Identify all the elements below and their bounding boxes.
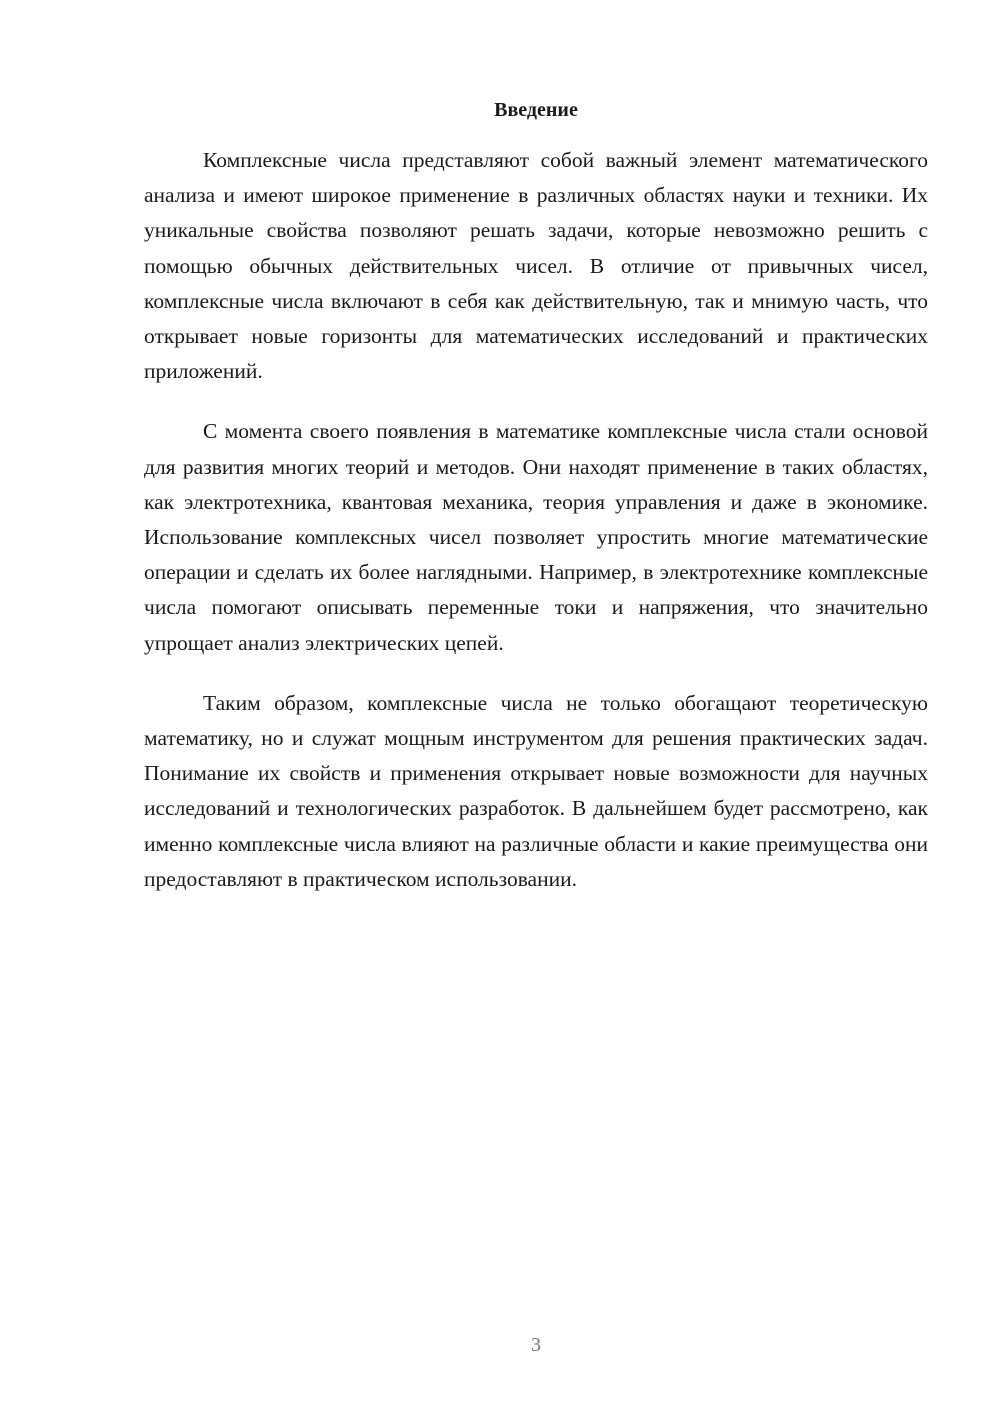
- paragraph: С момента своего появления в математике комплексные числа стали основой для развития многих теорий и методов. Они находят применение в таких областях, как электротехника, квантовая механика, теория управления и даже в экономике. Использование комплексных чисел позволяет упростить многие математические операции и сделать их более наглядными. Например, в электротехнике комплексные числа помогают описывать переменные токи и напряжения, что значительно упрощает анализ электрических цепей.: [144, 419, 928, 655]
- page-number: 3: [531, 1334, 541, 1356]
- paragraph: Комплексные числа представляют собой важный элемент математического анализа и имеют широкое применение в различных областях науки и техники. Их уникальные свойства позволяют решать задачи, которые невозможно решить с помощью обычных действительных чисел. В отличие от привычных чисел, комплексные числа включают в себя как действительную, так и мнимую часть, что открывает новые горизонты для математических исследований и практических приложений.: [144, 148, 928, 384]
- paragraph: Таким образом, комплексные числа не только обогащают теоретическую математику, но и служат мощным инструментом для решения практических задач. Понимание их свойств и применения открывает новые возможности для научных исследований и технологических разработок. В дальнейшем будет рассмотрено, как именно комплексные числа влияют на различные области и какие преимущества они предоставляют в практическом использовании.: [144, 690, 928, 891]
- body-text: [144, 143, 928, 897]
- section-heading: Введение: [494, 99, 578, 121]
